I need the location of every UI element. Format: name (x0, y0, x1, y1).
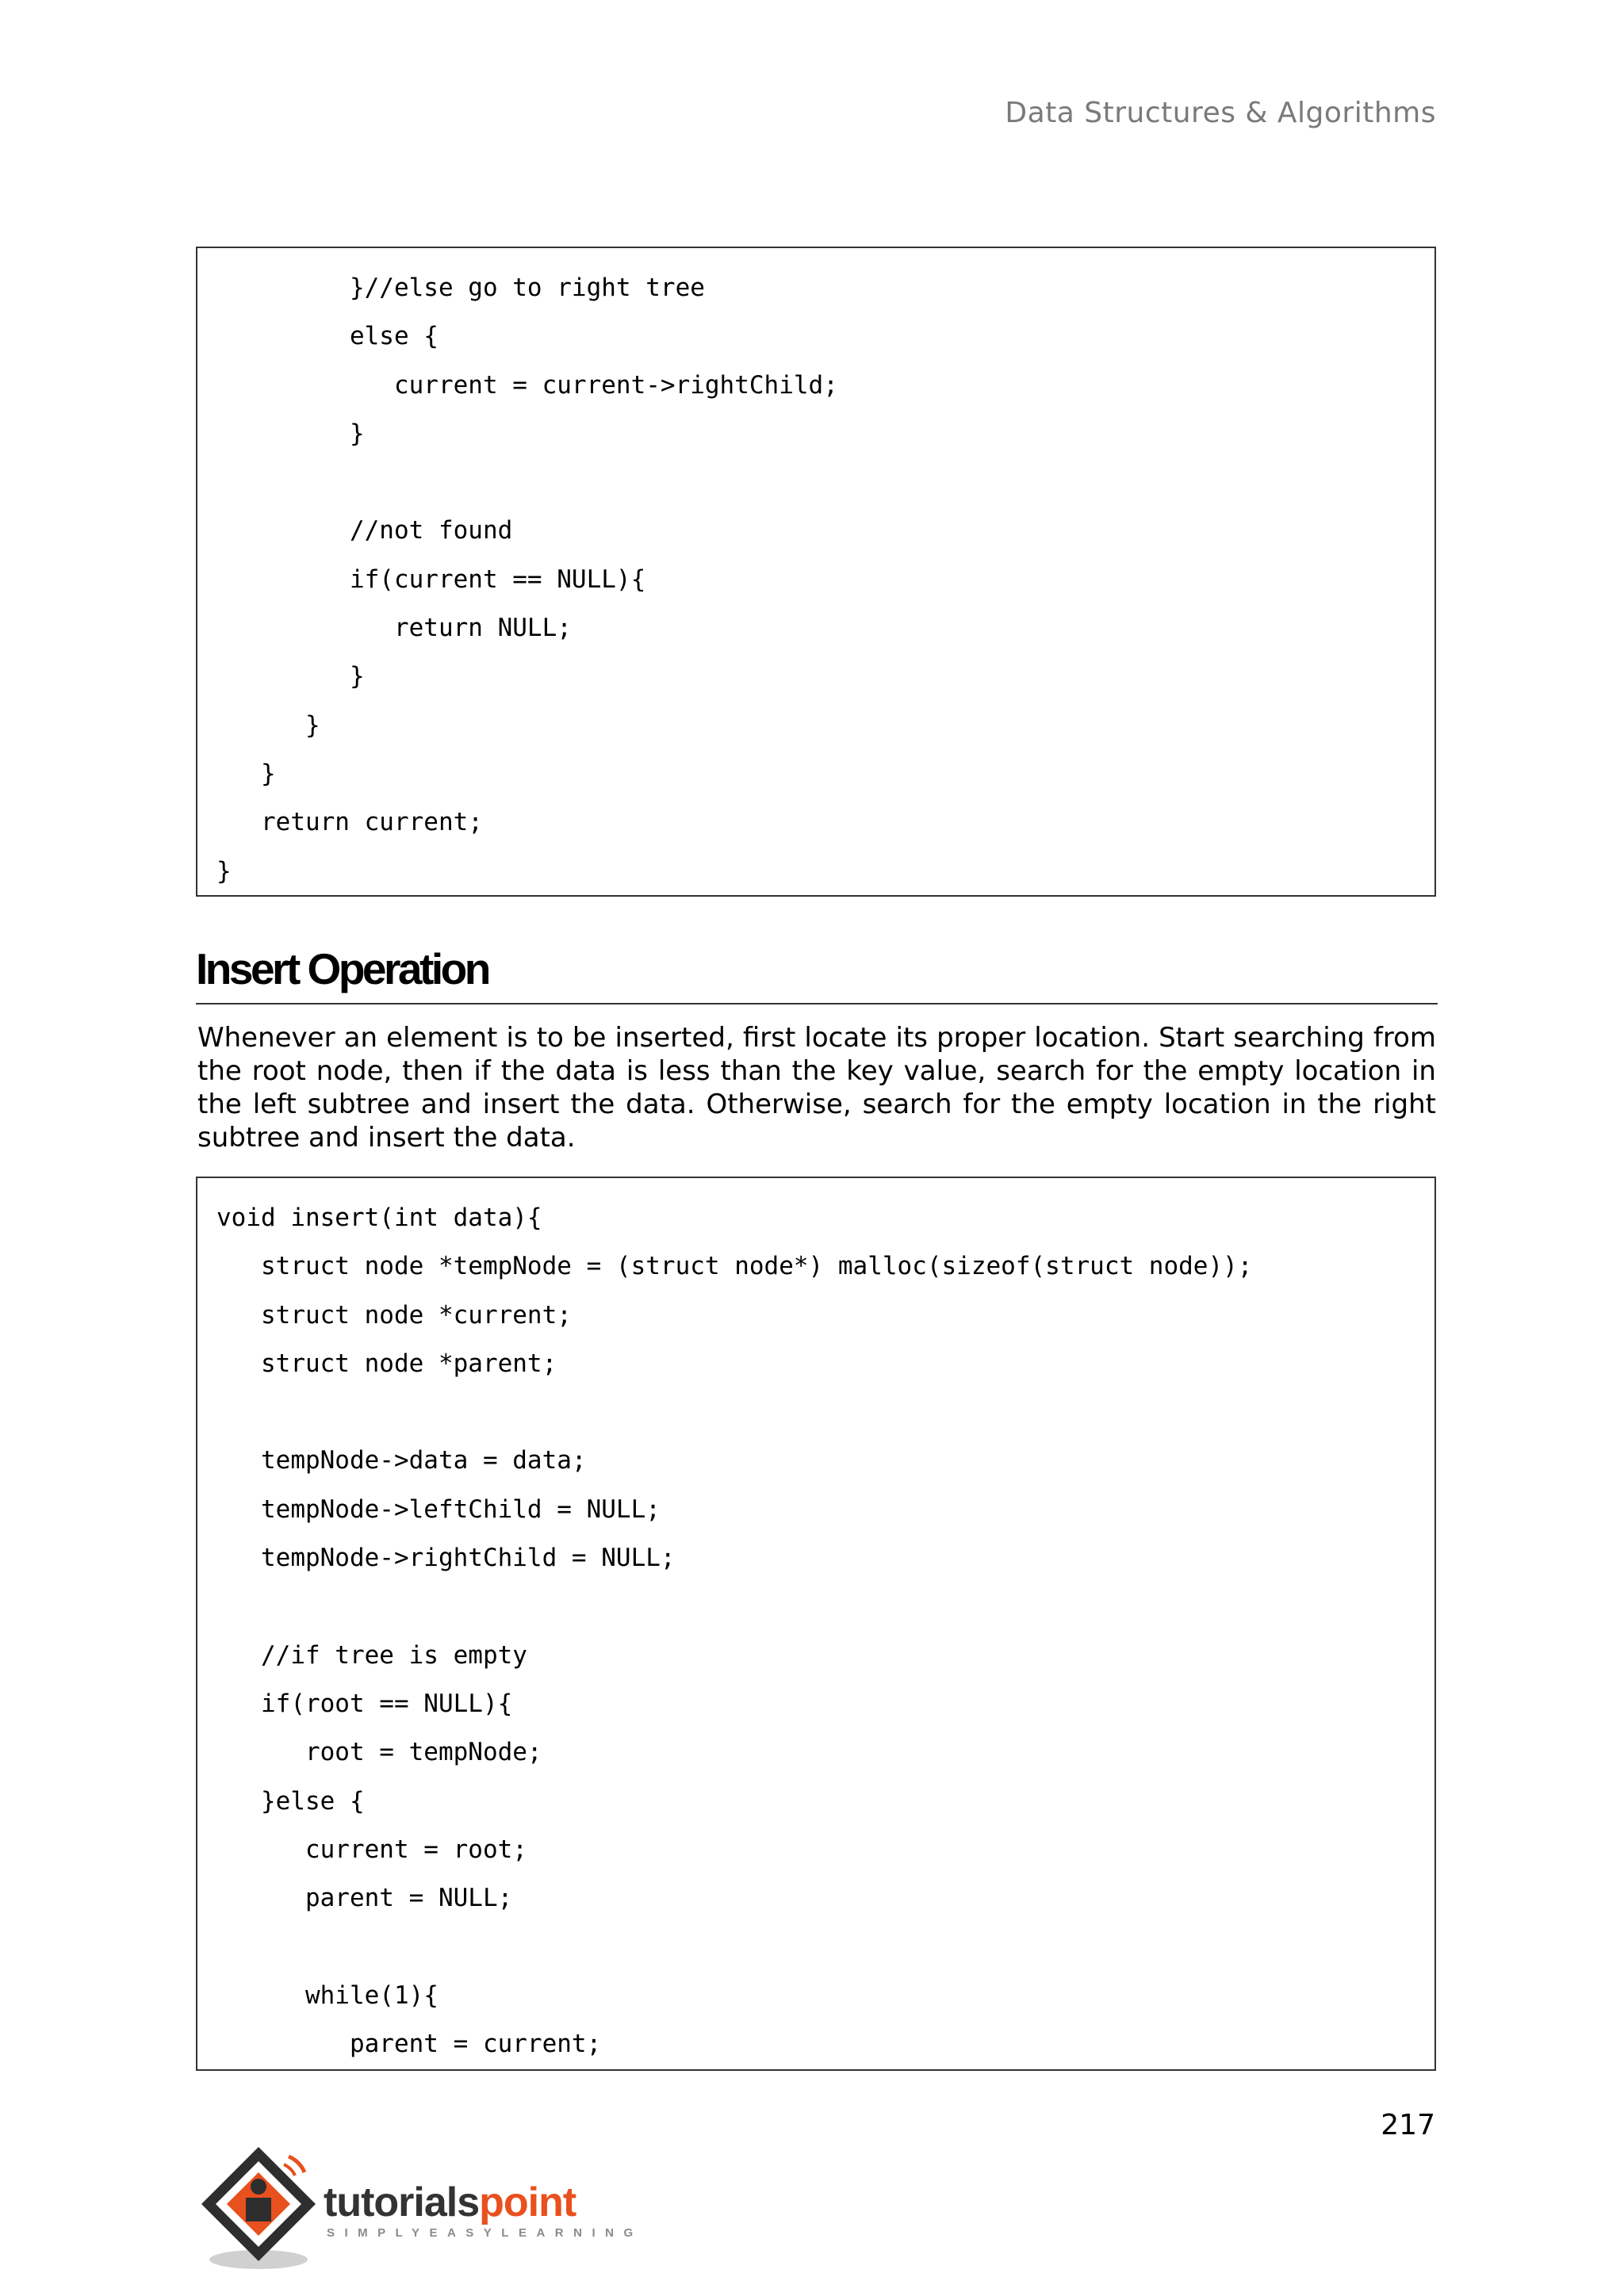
code-line: return current; (216, 808, 483, 837)
code-line: if(root == NULL){ (216, 1689, 513, 1718)
code-line: parent = current; (216, 2030, 602, 2059)
code-line: tempNode->rightChild = NULL; (216, 1544, 676, 1573)
code-line (216, 1923, 1427, 1971)
code-line: current = root; (216, 1835, 527, 1864)
code-line: struct node *current; (216, 1300, 572, 1330)
section-paragraph: Whenever an element is to be inserted, first locate its proper location. Start searching from the root node, then if the data is less than the key value, search for the empty location in the left subtree and insert the data. Otherwise, search for the empty location in the right subtree and insert the data. (197, 1022, 1436, 1154)
code-line: parent = NULL; (216, 1884, 513, 1913)
code-line: struct node *tempNode = (struct node*) malloc(sizeof(struct node)); (216, 1252, 1253, 1281)
code-line: return NULL; (216, 614, 572, 643)
code-line: tempNode->leftChild = NULL; (216, 1494, 661, 1524)
code-line: if(current == NULL){ (216, 564, 646, 594)
code-line (216, 458, 1427, 507)
code-line: root = tempNode; (216, 1738, 542, 1767)
code-line: current = current->rightChild; (216, 370, 838, 400)
code-lines (216, 264, 1427, 896)
code-lines (216, 1194, 1427, 2068)
code-line: } (216, 662, 365, 691)
code-line: //not found (216, 516, 513, 545)
code-line: } (216, 710, 320, 740)
code-line: } (216, 419, 365, 448)
code-line (216, 1582, 1427, 1631)
tutorialspoint-logo (195, 2141, 643, 2275)
page-number: 217 (1381, 2109, 1435, 2141)
code-line: tempNode->data = data; (216, 1446, 587, 1475)
page-header-title: Data Structures & Algorithms (1005, 97, 1436, 129)
code-line: }//else go to right tree (216, 274, 705, 302)
code-line: } (216, 856, 232, 886)
code-line: }else { (216, 1786, 365, 1816)
logo-emblem-icon (195, 2141, 330, 2275)
logo-tagline: SIMPLYEASYLEARNING (327, 2226, 643, 2240)
code-line: void insert(int data){ (216, 1203, 542, 1232)
code-line: else { (216, 322, 439, 351)
code-line: struct node *parent; (216, 1349, 557, 1378)
code-block-search (196, 247, 1436, 897)
logo-wordmark (324, 2179, 576, 2226)
logo-word-tutorials: tutorials (324, 2179, 480, 2225)
heading-divider (196, 1003, 1438, 1004)
section-heading: Insert Operation (196, 944, 488, 993)
code-line (216, 1388, 1427, 1437)
code-line: while(1){ (216, 1980, 439, 2010)
logo-word-point: point (479, 2179, 576, 2225)
code-line: //if tree is empty (216, 1640, 527, 1670)
code-line: } (216, 759, 276, 788)
code-block-insert (196, 1177, 1436, 2071)
